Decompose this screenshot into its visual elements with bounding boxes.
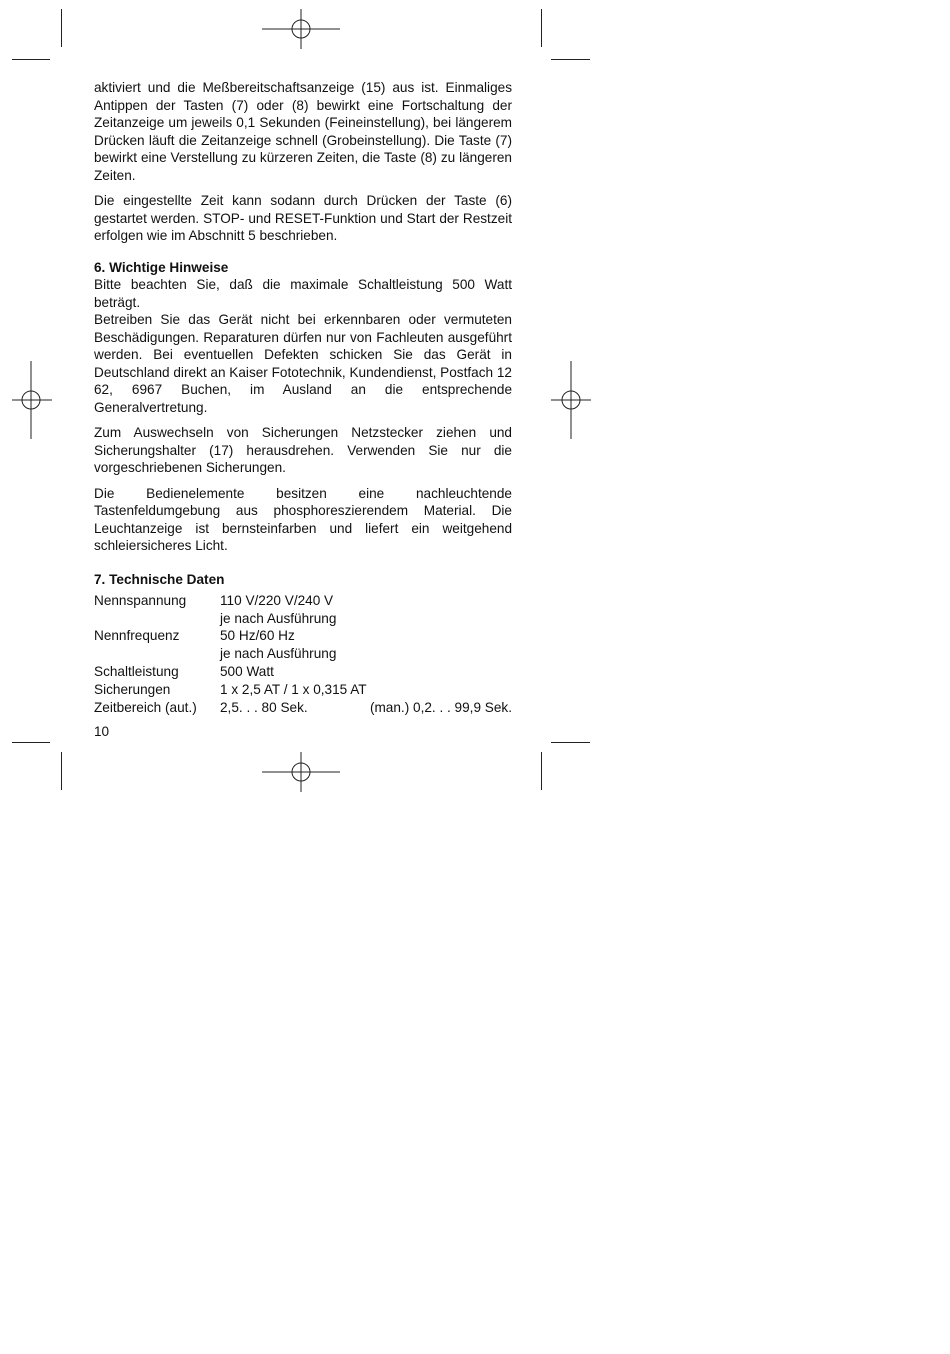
damage-note: Betreiben Sie das Gerät nicht bei erkennbaren oder vermuteten Beschädigungen. Reparaturen dürfen nur von Fachleuten ausgeführt werden. Bei eventuellen Defekten schicken Sie das Gerät in Deutschland direkt an Kaiser Fototechnik, Kundendienst, Postfach 12 62, 6967 Buchen, im Ausland an die entsprechende Generalvertretung. [94, 312, 512, 415]
section-heading: 6. Wichtige Hinweise [94, 259, 229, 275]
power-note: Bitte beachten Sie, daß die maximale Schaltleistung 500 Watt beträgt. [94, 277, 512, 310]
crop-mark [541, 9, 542, 47]
page-number: 10 [94, 723, 110, 739]
spec-row [94, 627, 512, 645]
section-important-notes [94, 259, 512, 555]
spec-row [94, 662, 512, 681]
spec-label: Sicherungen [94, 681, 171, 697]
start-paragraph: Die eingestellte Zeit kann sodann durch Drücken der Taste (6) gestartet werden. STOP- und RESET-Funktion und Start der Restzeit erfolgen wie im Abschnitt 5 beschrieben. [94, 193, 512, 243]
spec-row [94, 610, 512, 628]
manual-page [94, 79, 512, 740]
spec-value: 50 Hz/60 Hz [220, 628, 295, 643]
spec-label: Zeitbereich (aut.) [94, 700, 197, 715]
spec-value: 2,5. . . 80 Sek. [220, 700, 308, 715]
crop-mark [61, 9, 62, 47]
spec-row [94, 681, 512, 699]
registration-mark-bottom [262, 752, 340, 792]
crop-mark [12, 742, 50, 743]
spec-row [94, 698, 512, 717]
crop-mark [551, 742, 590, 743]
spec-note: je nach Ausführung [220, 610, 337, 626]
registration-mark-right [551, 361, 591, 439]
specs-table [94, 592, 512, 717]
crop-mark [61, 752, 62, 790]
section-technical-data [94, 571, 512, 717]
crop-mark [551, 59, 590, 60]
spec-value: 1 x 2,5 AT / 1 x 0,315 AT [220, 681, 367, 697]
spec-label: Schaltleistung [94, 664, 179, 679]
spec-manual-value: (man.) 0,2. . . 99,9 Sek. [369, 700, 512, 715]
spec-label: Nennspannung [94, 593, 187, 608]
section-heading: 7. Technische Daten [94, 571, 225, 587]
spec-value: 500 Watt [220, 664, 274, 679]
crop-mark [12, 59, 50, 60]
crop-mark [541, 752, 542, 790]
spec-label: Nennfrequenz [94, 628, 180, 643]
spec-value: 110 V/220 V/240 V [220, 593, 334, 608]
controls-note: Die Bedienelemente besitzen eine nachleuchtende Tastenfeldumgebung aus phosphoreszierendem Material. Die Leuchtanzeige ist bernsteinfarben und liefert ein weitgehend schleiersicheres Licht. [94, 485, 512, 553]
spec-row [94, 645, 512, 663]
spec-note: je nach Ausführung [220, 645, 337, 661]
spec-row [94, 592, 512, 610]
registration-mark-left [12, 361, 52, 439]
fuse-note: Zum Auswechseln von Sicherungen Netzstecker ziehen und Sicherungshalter (17) herausdrehen. Verwenden Sie nur die vorgeschriebenen Sicherungen. [94, 425, 512, 475]
continuation-paragraph: aktiviert und die Meßbereitschaftsanzeige (15) aus ist. Einmaliges Antippen der Tasten (7) oder (8) bewirkt eine Fortschaltung der Zeitanzeige um jeweils 0,1 Sekunden (Feineinstellung), bei längerem Drücken läuft die Zeitanzeige schnell (Grobeinstellung). Die Taste (7) bewirkt eine Verstellung zu kürzeren Zeiten, die Taste (8) zu längeren Zeiten. [94, 80, 512, 183]
registration-mark-top [262, 9, 340, 49]
